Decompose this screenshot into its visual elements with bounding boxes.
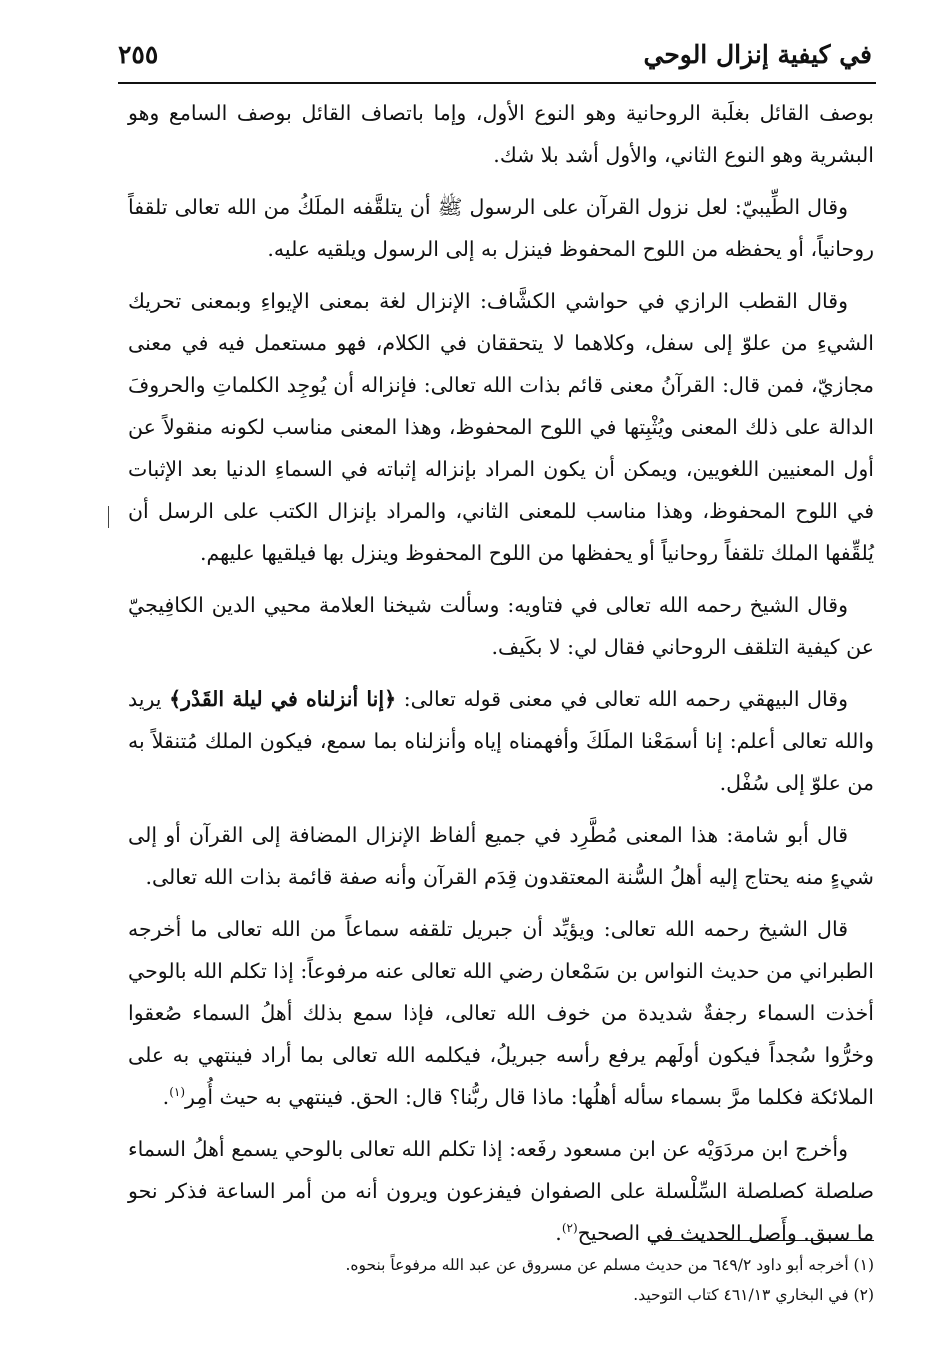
footnote-ref-2: (٢) <box>561 1221 578 1236</box>
footnote-1: (١) أخرجه أبو داود ٦٤٩/٢ من حديث مسلم عن مسروق عن عبد الله مرفوعاً بنحوه. <box>345 1256 874 1274</box>
paragraph-8 <box>128 1128 874 1254</box>
footnotes <box>128 1250 874 1310</box>
page-number: ٢٥٥ <box>118 40 159 69</box>
footnote-ref-1: (١) <box>169 1085 186 1100</box>
paragraph-7 <box>128 908 874 1118</box>
paragraph-4: وقال الشيخ رحمه الله تعالى في فتاويه: وسألت شيخنا العلامة محيي الدين الكافِيجيّ عن كيفية التلقف الروحاني فقال لي: لا بكَيف. <box>128 593 874 659</box>
paragraph-6: قال أبو شامة: هذا المعنى مُطَّرِد في جميع ألفاظ الإنزال المضافة إلى القرآن أو إلى شيءٍ منه يحتاج إليه أهلُ السُّنة المعتقدون قِدَم القرآن وأنه صفة قائمة بذات الله تعالى. <box>128 823 874 889</box>
paragraph-5-intro: وقال البيهقي رحمه الله تعالى في معنى قوله تعالى: <box>396 687 848 711</box>
paragraph-7-end: . <box>162 1085 170 1109</box>
header-rule <box>118 82 876 84</box>
quran-verse: ﴿إنا أنزلناه في ليلة القَدْر﴾ <box>169 687 397 711</box>
paragraph-8-end: . <box>555 1221 562 1245</box>
footnote-rule <box>648 1240 874 1241</box>
margin-mark <box>108 506 109 528</box>
paragraph-3: وقال القطب الرازي في حواشي الكشَّاف: الإنزال لغة بمعنى الإيواءِ وبمعنى تحريك الشيءِ من علوّ إلى سفل، وكلاهما لا يتحققان في الكلام، فهو مستعمل فيه في معنى مجازيّ، فمن قال: القرآنُ معنى قائم بذات الله تعالى: فإنزاله أن يُوجِد الكلماتِ والحروفَ الدالة على ذلك المعنى ويُثْبِتها في اللوح المحفوظ، وهذا المعنى مناسب لكونه منقولاً عن أول المعنيين اللغويين، ويمكن أن يكون المراد بإنزاله إثباته في السماءِ الدنيا بعد الإثبات في اللوح المحفوظ، وهذا مناسب للمعنى الثاني، والمراد بإنزال الكتب على الرسل أن يُلقِّفها الملك تلقفاً روحانياً أو يحفظها من اللوح المحفوظ وينزل بها فيلقيها عليهم. <box>128 289 874 565</box>
paragraph-2: وقال الطِّيبيّ: لعل نزول القرآن على الرسول ﷺ أن يتلقَّفه الملَكُ من الله تعالى تلقفاً روحانياً، أو يحفظه من اللوح المحفوظ فينزل به إلى الرسول ويلقيه عليه. <box>128 195 874 261</box>
paragraph-5 <box>128 678 874 804</box>
paragraph-7-text: قال الشيخ رحمه الله تعالى: ويؤيِّد أن جبريل تلقفه سماعاً من الله تعالى ما أخرجه الطبراني من حديث النواس بن سَمْعان رضي الله تعالى عنه مرفوعاً: إذا تكلم الله بالوحي أخذت السماء رجفةٌ شديدة من خوف الله تعالى، فإذا سمع بذلك أهلُ السماء صُعقوا وخرُّوا سُجداً فيكون أولَهم يرفع رأسه جبريلُ، فيكلمه الله تعالى بما أراد فينتهي به على الملائكة فكلما مرَّ بسماء سأله أهلُها: ماذا قال ربُّنا؟ قال: الحق. فينتهي به حيث أُمِر <box>128 917 874 1109</box>
chapter-title: في كيفية إنزال الوحي <box>643 40 872 69</box>
paragraph-5-rest: يريد والله تعالى أعلم: إنا أسمَعْنا الملَكَ وأفهمناه إياه وأنزلناه بما سمع، فيكون الملك مُتنقلاً به من علوّ إلى سُفْل. <box>128 687 874 795</box>
paragraph-1: بوصف القائل بغلَبة الروحانية وهو النوع الأول، وإما باتصاف القائل بوصف السامع وهو البشرية وهو النوع الثاني، والأول أشد بلا شك. <box>128 101 874 167</box>
main-text <box>128 92 874 1264</box>
footnote-2: (٢) في البخاري ٤٦١/١٣ كتاب التوحيد. <box>633 1286 874 1304</box>
paragraph-8-text: وأخرج ابن مردَوَيْه عن ابن مسعود رفَعه: إذا تكلم الله تعالى بالوحي يسمع أهلُ السماء صلصلة كصلصلة السِّلْسلة على الصفوان فيفزعون ويرون أنه من أمر الساعة فذكر نحو ما سبق. وأَصل الحديث في الصحيح <box>128 1137 874 1245</box>
running-header <box>118 40 872 78</box>
